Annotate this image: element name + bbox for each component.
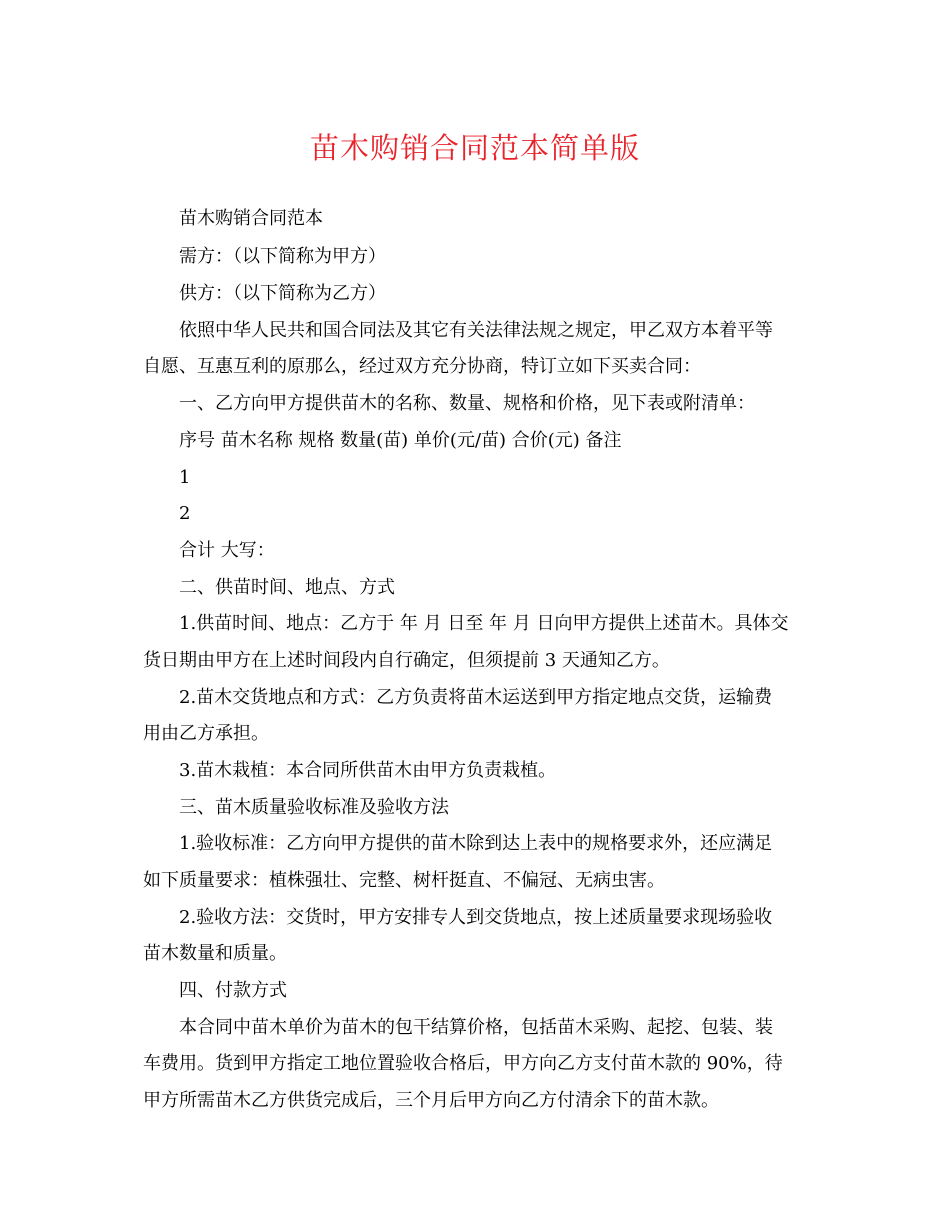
text-line: 货日期由甲方在上述时间段内自行确定，但须提前 3 天通知乙方。	[143, 650, 670, 671]
text-line: 车费用。货到甲方指定工地位置验收合格后，甲方向乙方支付苗木款的 90%，待	[143, 1053, 783, 1074]
table-row-number: 2	[179, 503, 191, 524]
table-total-line: 合计 大写：	[179, 540, 275, 561]
text-line: 3.苗木栽植：本合同所供苗木由甲方负责栽植。	[179, 760, 557, 781]
text-line: 如下质量要求：植株强壮、完整、树杆挺直、不偏冠、无病虫害。	[143, 870, 665, 891]
text-line: 供方：（以下简称为乙方）	[179, 283, 386, 304]
table-header-line: 序号 苗木名称 规格 数量(苗) 单价(元/苗) 合价(元) 备注	[179, 430, 622, 451]
text-line: 苗木数量和质量。	[143, 943, 287, 964]
text-line: 依照中华人民共和国合同法及其它有关法律法规之规定，甲乙双方本着平等	[179, 320, 773, 341]
text-line: 1.验收标准：乙方向甲方提供的苗木除到达上表中的规格要求外，还应满足	[179, 833, 773, 854]
section-heading: 四、付款方式	[179, 980, 287, 1001]
text-line: 苗木购销合同范本	[179, 208, 323, 229]
section-heading: 三、苗木质量验收标准及验收方法	[179, 797, 449, 818]
text-line: 自愿、互惠互利的原那么，经过双方充分协商，特订立如下买卖合同：	[143, 356, 701, 377]
text-line: 2.苗木交货地点和方式：乙方负责将苗木运送到甲方指定地点交货，运输费	[179, 687, 773, 708]
text-line: 需方：（以下简称为甲方）	[179, 246, 386, 267]
table-row-number: 1	[179, 467, 191, 488]
section-heading: 二、供苗时间、地点、方式	[179, 577, 395, 598]
text-line: 本合同中苗木单价为苗木的包干结算价格，包括苗木采购、起挖、包装、装	[179, 1017, 773, 1038]
text-line: 2.验收方法：交货时，甲方安排专人到交货地点，按上述质量要求现场验收	[179, 907, 773, 928]
text-line: 甲方所需苗木乙方供货完成后，三个月后甲方向乙方付清余下的苗木款。	[143, 1090, 719, 1111]
text-line: 1.供苗时间、地点：乙方于 年 月 日至 年 月 日向甲方提供上述苗木。具体交	[179, 613, 789, 634]
document-title: 苗木购销合同范本简单版	[309, 131, 640, 165]
text-line: 用由乙方承担。	[143, 723, 269, 744]
text-line: 一、乙方向甲方提供苗木的名称、数量、规格和价格，见下表或附清单：	[179, 393, 755, 414]
